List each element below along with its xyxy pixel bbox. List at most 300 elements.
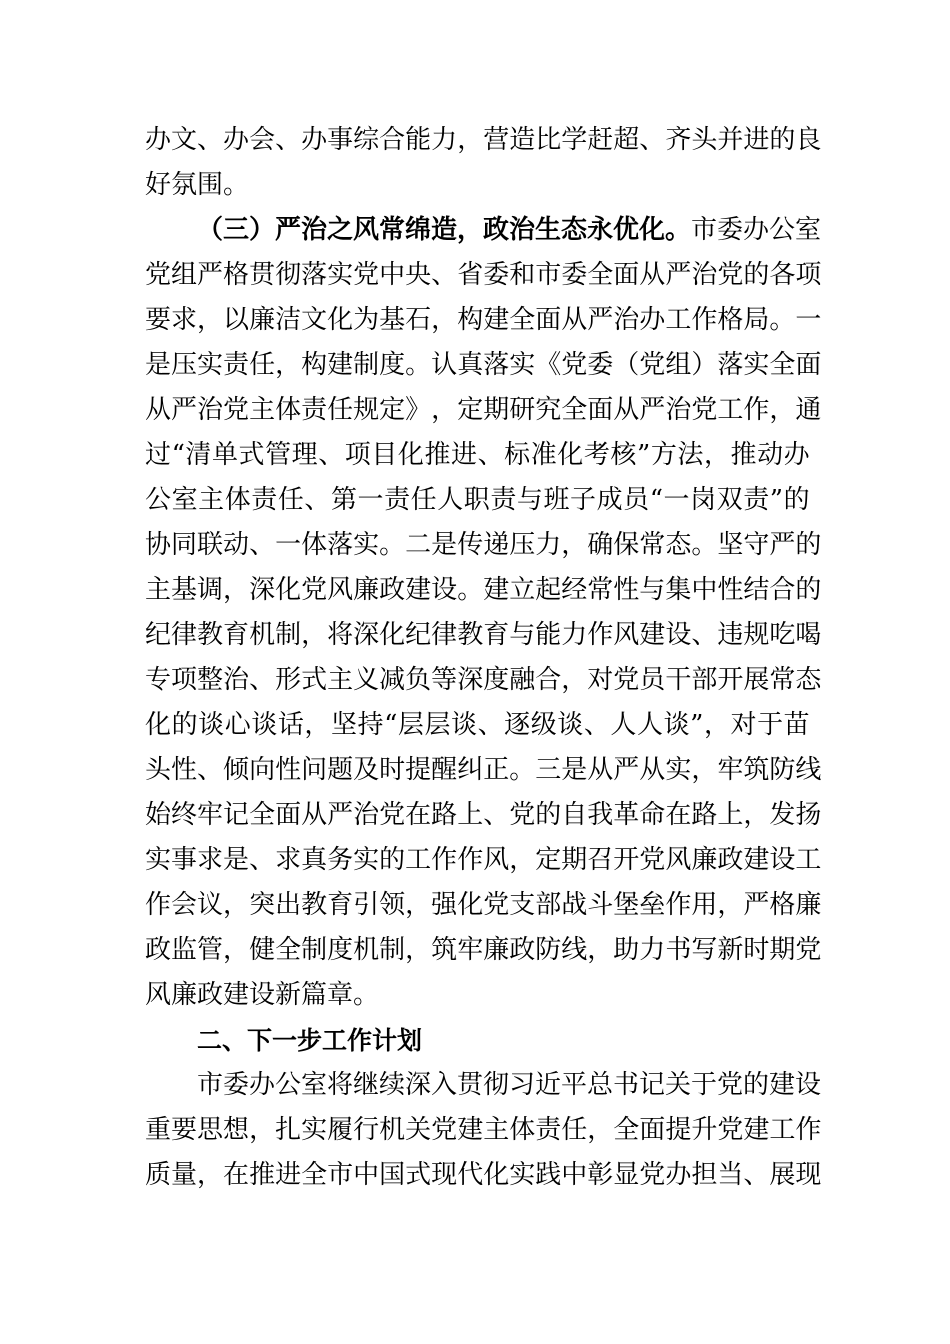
glyph: 教 — [457, 620, 484, 650]
glyph: 实 — [327, 260, 354, 290]
glyph: 单 — [211, 440, 238, 470]
glyph: 态 — [665, 530, 692, 560]
glyph: 中 — [353, 1160, 380, 1190]
glyph: 防 — [535, 935, 562, 965]
glyph: 力 — [639, 935, 666, 965]
glyph: 党 — [509, 800, 536, 830]
glyph: 是 — [431, 530, 458, 560]
glyph: 筑 — [743, 755, 770, 785]
glyph: 化 — [327, 305, 354, 335]
glyph: 建 — [327, 350, 354, 380]
glyph: 任 — [277, 485, 304, 515]
glyph: 作 — [431, 845, 458, 875]
glyph: 线 — [561, 935, 588, 965]
glyph: 议 — [197, 890, 224, 920]
glyph: 与 — [516, 485, 543, 515]
glyph: 治 — [613, 305, 640, 335]
glyph: 牢 — [717, 755, 744, 785]
glyph: 办 — [665, 1160, 692, 1190]
glyph: ， — [431, 395, 458, 425]
glyph: 教 — [197, 620, 224, 650]
glyph: 等 — [431, 665, 458, 695]
glyph: “ — [649, 485, 663, 515]
glyph: 政 — [379, 575, 406, 605]
glyph: 化 — [145, 710, 172, 740]
glyph: 建 — [743, 1115, 770, 1145]
glyph: 层 — [424, 710, 451, 740]
glyph: 传 — [457, 530, 484, 560]
glyph: 定 — [379, 395, 406, 425]
glyph: 党 — [431, 1115, 458, 1145]
glyph: 度 — [379, 350, 406, 380]
glyph: 实 — [743, 350, 770, 380]
glyph: 任 — [410, 485, 437, 515]
glyph: 党 — [717, 260, 744, 290]
paragraph-line — [145, 838, 822, 883]
glyph: 责 — [743, 485, 770, 515]
glyph: 实 — [509, 350, 536, 380]
glyph: 责 — [301, 395, 328, 425]
glyph: ， — [405, 890, 432, 920]
glyph: 想 — [223, 1115, 250, 1145]
glyph: 建 — [457, 1115, 484, 1145]
glyph: 理 — [291, 440, 318, 470]
glyph: 扬 — [795, 800, 822, 830]
glyph: 全 — [613, 1115, 640, 1145]
glyph: 一 — [795, 305, 822, 335]
glyph: 齐 — [665, 125, 692, 155]
glyph: 落 — [717, 350, 744, 380]
document-body — [145, 118, 822, 1198]
glyph: 谈 — [557, 710, 584, 740]
glyph: ， — [223, 935, 250, 965]
glyph: 治 — [665, 395, 692, 425]
glyph: 廉 — [483, 935, 510, 965]
glyph: 责 — [535, 1115, 562, 1145]
glyph: 体 — [301, 530, 328, 560]
glyph: 升 — [691, 1115, 718, 1145]
glyph: 制 — [301, 935, 328, 965]
glyph: 第 — [330, 485, 357, 515]
glyph: 育 — [483, 620, 510, 650]
paragraph-line — [145, 928, 822, 973]
glyph: 求 — [197, 845, 224, 875]
glyph: 。 — [405, 350, 432, 380]
glyph: 逐 — [504, 710, 531, 740]
glyph: 严 — [197, 260, 224, 290]
glyph: 的 — [379, 845, 406, 875]
glyph: ， — [691, 755, 718, 785]
glyph: 进 — [275, 1160, 302, 1190]
glyph: 究 — [535, 395, 562, 425]
glyph: 自 — [561, 800, 588, 830]
glyph: 于 — [757, 710, 784, 740]
glyph: 行 — [353, 1115, 380, 1145]
glyph: 事 — [171, 845, 198, 875]
glyph: 推 — [730, 440, 757, 470]
glyph: ， — [769, 395, 796, 425]
line-text: 好氛围。 — [145, 170, 250, 200]
glyph: 助 — [613, 935, 640, 965]
glyph: 建 — [483, 575, 510, 605]
glyph: 央 — [405, 260, 432, 290]
glyph: 真 — [301, 845, 328, 875]
glyph: 在 — [665, 800, 692, 830]
paragraph-line — [145, 658, 822, 703]
glyph: 从 — [639, 260, 666, 290]
glyph: ， — [301, 620, 328, 650]
glyph: 推 — [249, 1160, 276, 1190]
glyph: 融 — [509, 665, 536, 695]
glyph: 岗 — [690, 485, 717, 515]
glyph: 动 — [223, 530, 250, 560]
glyph: 同 — [171, 530, 198, 560]
glyph: 是 — [145, 350, 172, 380]
glyph: 严 — [769, 530, 796, 560]
glyph: 治 — [197, 395, 224, 425]
glyph: 提 — [405, 755, 432, 785]
glyph: 常 — [587, 575, 614, 605]
glyph: 各 — [769, 260, 796, 290]
paragraph-line — [145, 388, 822, 433]
glyph: 全 — [275, 935, 302, 965]
glyph: 路 — [691, 800, 718, 830]
glyph: 党 — [717, 1115, 744, 1145]
glyph: 将 — [327, 620, 354, 650]
glyph: 作 — [587, 620, 614, 650]
glyph: 进 — [451, 440, 478, 470]
glyph: 、 — [249, 665, 276, 695]
glyph: 全 — [561, 395, 588, 425]
glyph: 、 — [477, 440, 504, 470]
glyph: 、 — [691, 620, 718, 650]
glyph: 坚 — [717, 530, 744, 560]
glyph: 全 — [769, 350, 796, 380]
glyph: 风 — [327, 575, 354, 605]
glyph: 苗 — [783, 710, 810, 740]
glyph: 石 — [405, 305, 432, 335]
glyph: 组 — [665, 350, 692, 380]
glyph: 建 — [639, 620, 666, 650]
glyph: 度 — [483, 665, 510, 695]
glyph: 考 — [583, 440, 610, 470]
glyph: 严 — [327, 800, 354, 830]
glyph: ” — [690, 710, 704, 740]
paragraph-line — [145, 253, 822, 298]
glyph: 任 — [561, 1115, 588, 1145]
glyph: 现 — [431, 1160, 458, 1190]
glyph: 贯 — [249, 260, 276, 290]
glyph: 党 — [613, 665, 640, 695]
glyph: 力 — [431, 125, 458, 155]
glyph: 践 — [535, 1160, 562, 1190]
glyph: 作 — [665, 890, 692, 920]
glyph: 合 — [535, 665, 562, 695]
glyph: 重 — [145, 1115, 172, 1145]
glyph: 、 — [583, 710, 610, 740]
glyph: 。 — [769, 305, 796, 335]
glyph: “ — [171, 440, 185, 470]
glyph: 纪 — [405, 620, 432, 650]
glyph: 责 — [251, 485, 278, 515]
glyph: 实 — [665, 755, 692, 785]
glyph: 减 — [379, 665, 406, 695]
glyph: 严 — [171, 395, 198, 425]
glyph: 员 — [639, 665, 666, 695]
glyph: 从 — [301, 800, 328, 830]
glyph: 化 — [397, 440, 424, 470]
glyph: 办 — [301, 125, 328, 155]
glyph: 化 — [483, 1160, 510, 1190]
glyph: ， — [275, 350, 302, 380]
glyph: 务 — [327, 845, 354, 875]
glyph: 递 — [483, 530, 510, 560]
glyph: 能 — [405, 125, 432, 155]
subsection-title: （三）严治之风常绵造，政治生态永优化。 — [197, 215, 692, 245]
paragraph-line — [145, 1108, 822, 1153]
glyph: 醒 — [431, 755, 458, 785]
glyph: 综 — [353, 125, 380, 155]
glyph: 题 — [327, 755, 354, 785]
glyph: ， — [304, 710, 331, 740]
glyph: 立 — [509, 575, 536, 605]
glyph: 的 — [795, 575, 822, 605]
glyph: 斗 — [587, 890, 614, 920]
glyph: 制 — [275, 620, 302, 650]
glyph: 彻 — [275, 260, 302, 290]
glyph: 基 — [171, 575, 198, 605]
glyph: 对 — [587, 665, 614, 695]
glyph: 性 — [275, 755, 302, 785]
glyph: 突 — [249, 890, 276, 920]
glyph: 政 — [145, 935, 172, 965]
glyph: 召 — [587, 845, 614, 875]
glyph: 面 — [535, 305, 562, 335]
glyph: 话 — [277, 710, 304, 740]
glyph: 对 — [730, 710, 757, 740]
paragraph-line — [145, 568, 822, 613]
glyph: 提 — [665, 1115, 692, 1145]
glyph: 政 — [717, 845, 744, 875]
paragraph-line — [145, 163, 810, 208]
glyph: 态 — [795, 665, 822, 695]
glyph: 深 — [457, 665, 484, 695]
glyph: 风 — [483, 845, 510, 875]
glyph: 室 — [171, 485, 198, 515]
glyph: 事 — [327, 125, 354, 155]
glyph: 求 — [171, 305, 198, 335]
glyph: 在 — [223, 1160, 250, 1190]
glyph: 的 — [795, 530, 822, 560]
glyph: 育 — [327, 890, 354, 920]
glyph: 垒 — [639, 890, 666, 920]
glyph: 期 — [561, 845, 588, 875]
glyph: 式 — [238, 440, 265, 470]
glyph: 机 — [353, 935, 380, 965]
glyph: 市 — [535, 260, 562, 290]
paragraph-line — [145, 883, 822, 928]
glyph: 。 — [691, 530, 718, 560]
glyph: 深 — [249, 575, 276, 605]
glyph: 格 — [223, 260, 250, 290]
glyph: 作 — [795, 1115, 822, 1145]
glyph: 治 — [223, 665, 250, 695]
glyph: 显 — [613, 1160, 640, 1190]
paragraph-line — [145, 118, 822, 163]
glyph: 与 — [639, 575, 666, 605]
glyph: 党 — [145, 260, 172, 290]
glyph: 的 — [535, 800, 562, 830]
glyph: 时 — [379, 755, 406, 785]
glyph: 体 — [509, 1115, 536, 1145]
glyph: 常 — [769, 665, 796, 695]
glyph: 坚 — [330, 710, 357, 740]
glyph: 支 — [509, 890, 536, 920]
glyph: 律 — [431, 620, 458, 650]
glyph: 中 — [691, 575, 718, 605]
glyph: 治 — [691, 260, 718, 290]
glyph: ， — [743, 800, 770, 830]
glyph: ， — [509, 845, 536, 875]
glyph: 委 — [587, 350, 614, 380]
glyph: 定 — [535, 845, 562, 875]
glyph: 专 — [145, 665, 172, 695]
glyph: 党 — [561, 350, 588, 380]
glyph: 扎 — [275, 1115, 302, 1145]
glyph: 义 — [353, 665, 380, 695]
glyph: 调 — [197, 575, 224, 605]
glyph: 始 — [145, 800, 172, 830]
glyph: 的 — [769, 125, 796, 155]
glyph: 治 — [353, 800, 380, 830]
glyph: 联 — [197, 530, 224, 560]
glyph: 实 — [145, 845, 172, 875]
glyph: ， — [405, 935, 432, 965]
glyph: 目 — [371, 440, 398, 470]
glyph: 、 — [639, 125, 666, 155]
glyph: 性 — [717, 575, 744, 605]
glyph: 组 — [171, 260, 198, 290]
glyph: 体 — [275, 395, 302, 425]
glyph: 健 — [249, 935, 276, 965]
glyph: 持 — [357, 710, 384, 740]
glyph: 思 — [197, 1115, 224, 1145]
glyph: 文 — [301, 305, 328, 335]
glyph: 设 — [769, 845, 796, 875]
glyph: 委 — [483, 260, 510, 290]
glyph: 党 — [223, 395, 250, 425]
glyph: 主 — [145, 575, 172, 605]
section-heading — [145, 1018, 810, 1063]
glyph: 发 — [769, 800, 796, 830]
glyph: 基 — [379, 305, 406, 335]
glyph: 要 — [145, 305, 172, 335]
glyph: 动 — [757, 440, 784, 470]
paragraph-line — [145, 343, 822, 388]
glyph: 协 — [145, 530, 172, 560]
glyph: 》 — [405, 395, 432, 425]
glyph: 记 — [223, 800, 250, 830]
glyph: 过 — [145, 440, 172, 470]
glyph: 引 — [353, 890, 380, 920]
glyph: 风 — [665, 845, 692, 875]
glyph: 严 — [639, 395, 666, 425]
glyph: 委 — [561, 260, 588, 290]
glyph: 局 — [743, 305, 770, 335]
glyph: 作 — [145, 890, 172, 920]
glyph: ” — [636, 440, 651, 470]
glyph: 项 — [795, 260, 822, 290]
glyph: ， — [587, 1115, 614, 1145]
glyph: 公 — [145, 485, 172, 515]
glyph: ， — [587, 935, 614, 965]
glyph: 常 — [639, 530, 666, 560]
glyph: 担 — [691, 1160, 718, 1190]
glyph: 党 — [353, 260, 380, 290]
glyph: 倾 — [223, 755, 250, 785]
glyph: ， — [223, 890, 250, 920]
glyph: 面 — [613, 260, 640, 290]
glyph: 人 — [437, 485, 464, 515]
glyph: 人 — [636, 710, 663, 740]
glyph: 监 — [171, 935, 198, 965]
glyph: 和 — [509, 260, 536, 290]
glyph: 确 — [587, 530, 614, 560]
glyph: 违 — [717, 620, 744, 650]
glyph: 管 — [197, 935, 224, 965]
glyph: 从 — [613, 395, 640, 425]
glyph: 政 — [509, 935, 536, 965]
glyph: 、 — [249, 530, 276, 560]
glyph: 党 — [639, 350, 666, 380]
glyph: 深 — [353, 620, 380, 650]
glyph: 一 — [275, 530, 302, 560]
glyph: 压 — [509, 530, 536, 560]
glyph: 期 — [483, 395, 510, 425]
glyph: 工 — [769, 1115, 796, 1145]
glyph: ， — [703, 710, 730, 740]
glyph: 化 — [275, 575, 302, 605]
glyph: 防 — [769, 755, 796, 785]
glyph: 时 — [743, 935, 770, 965]
glyph: 严 — [743, 890, 770, 920]
glyph: 合 — [379, 125, 406, 155]
glyph: 定 — [457, 395, 484, 425]
glyph: 党 — [379, 800, 406, 830]
glyph: 律 — [171, 620, 198, 650]
glyph: ） — [691, 350, 718, 380]
glyph: 整 — [197, 665, 224, 695]
glyph: 通 — [795, 395, 822, 425]
glyph: 展 — [769, 1160, 796, 1190]
glyph: 建 — [483, 305, 510, 335]
glyph: 量 — [171, 1160, 198, 1190]
glyph: 是 — [223, 845, 250, 875]
glyph: 工 — [665, 305, 692, 335]
glyph: 面 — [639, 1115, 666, 1145]
glyph: 是 — [561, 755, 588, 785]
paragraph-line — [145, 703, 810, 748]
glyph: 风 — [613, 620, 640, 650]
glyph: 心 — [224, 710, 251, 740]
glyph: 实 — [509, 1160, 536, 1190]
glyph: 为 — [353, 305, 380, 335]
glyph: 书 — [665, 935, 692, 965]
line-text: 市委办公室 — [691, 215, 822, 245]
glyph: 党 — [691, 395, 718, 425]
section-heading-text: 二、下一步工作计划 — [197, 1026, 423, 1055]
glyph: ， — [197, 1160, 224, 1190]
